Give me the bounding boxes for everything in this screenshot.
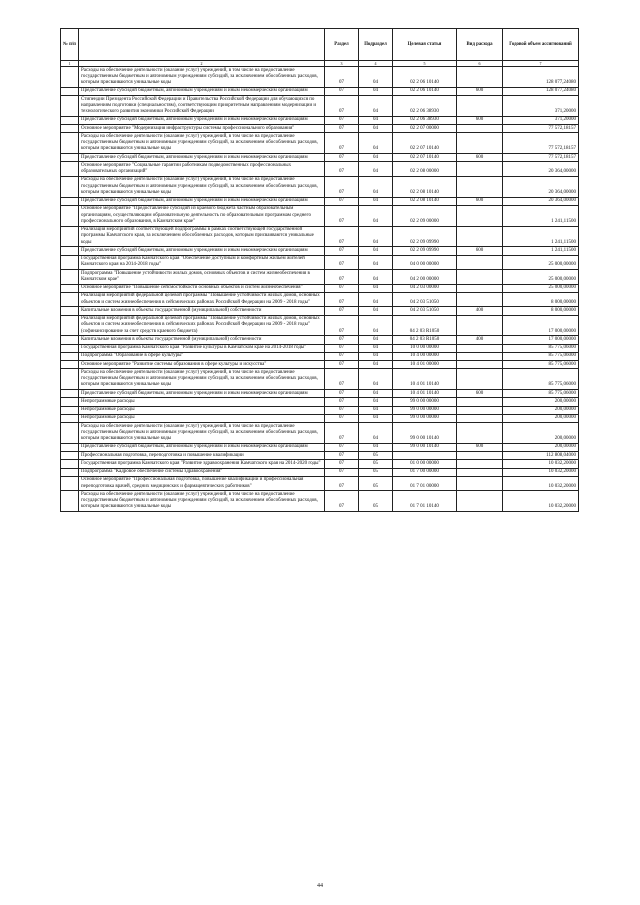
cell-podrazdel: 04: [359, 270, 393, 285]
cell-num: [61, 414, 79, 422]
cell-name: Подпрограмма "Кадровое обеспечение системы здравоохранения": [79, 468, 325, 476]
cell-razdel: 07: [325, 344, 359, 352]
cell-sum: 25 000,00000: [503, 284, 579, 292]
cell-name: Предоставление субсидий бюджетным, автономным учреждениям и иным некоммерческим организациям: [79, 116, 325, 124]
cell-csr: 02 2 09 09990: [393, 226, 457, 247]
cell-razdel: 07: [325, 270, 359, 285]
cell-name: Подпрограмма "Образование в сфере культуры": [79, 352, 325, 360]
cell-sum: 85 775,06000: [503, 361, 579, 369]
cell-vr: [457, 226, 503, 247]
cell-csr: 01 0 00 00000: [393, 460, 457, 468]
cell-vr: [457, 476, 503, 491]
cell-razdel: 07: [325, 452, 359, 460]
cell-csr: 99 0 00 00000: [393, 398, 457, 406]
table-row: [61, 361, 579, 369]
table-row: [61, 67, 579, 88]
cell-vr: [457, 205, 503, 226]
cell-num: [61, 369, 79, 390]
cell-razdel: 07: [325, 476, 359, 491]
table-row: [61, 205, 579, 226]
cell-num: [61, 352, 79, 360]
budget-table-sheet: [60, 28, 578, 512]
cell-podrazdel: 04: [359, 292, 393, 307]
cell-num: [61, 491, 79, 512]
cell-razdel: 07: [325, 491, 359, 512]
cell-sum: 17 000,00000: [503, 315, 579, 336]
cell-vr: [457, 369, 503, 390]
table-row: [61, 116, 579, 124]
cell-num: [61, 336, 79, 344]
cell-podrazdel: 04: [359, 176, 393, 197]
cell-razdel: 07: [325, 352, 359, 360]
cell-name: Государственная программа Камчатского края "Развитие здравоохранения Камчатского края на 2014-2020 годы": [79, 460, 325, 468]
column-index: 5: [393, 61, 457, 67]
header-razdel: Раздел: [325, 29, 359, 61]
cell-vr: [457, 315, 503, 336]
cell-sum: 371,20000: [503, 96, 579, 117]
cell-podrazdel: 05: [359, 460, 393, 468]
cell-name: Расходы на обеспечение деятельности (оказание услуг) учреждений, в том числе на предоставление государственным бюджетным и автономным учреждениям субсидий, за исключением обособленных расходов, которым присваиваются уникальные коды: [79, 176, 325, 197]
table-header-row: [61, 29, 579, 61]
cell-sum: 77 572,18157: [503, 154, 579, 162]
cell-vr: 400: [457, 336, 503, 344]
cell-vr: [457, 468, 503, 476]
cell-name: Предоставление субсидий бюджетным, автономным учреждениям и иным некоммерческим организациям: [79, 197, 325, 205]
cell-podrazdel: 04: [359, 369, 393, 390]
table-row: [61, 307, 579, 315]
cell-sum: 20 364,00000: [503, 176, 579, 197]
cell-sum: 1 241,11500: [503, 247, 579, 255]
cell-sum: 200,00000: [503, 414, 579, 422]
cell-csr: 02 2 07 10140: [393, 133, 457, 154]
cell-razdel: 07: [325, 255, 359, 270]
cell-num: [61, 406, 79, 414]
cell-podrazdel: 04: [359, 67, 393, 88]
cell-name: Непрограммные расходы: [79, 398, 325, 406]
header-csr: Целевая статья: [393, 29, 457, 61]
cell-csr: 02 2 09 00000: [393, 205, 457, 226]
cell-csr: 10 4 00 00000: [393, 352, 457, 360]
cell-name: Непрограммные расходы: [79, 406, 325, 414]
cell-razdel: 07: [325, 443, 359, 451]
cell-sum: 371,20000: [503, 116, 579, 124]
table-row: [61, 476, 579, 491]
cell-vr: 600: [457, 443, 503, 451]
cell-num: [61, 443, 79, 451]
cell-podrazdel: 04: [359, 205, 393, 226]
cell-vr: [457, 352, 503, 360]
cell-num: [61, 176, 79, 197]
cell-csr: 02 2 08 00000: [393, 162, 457, 177]
cell-razdel: 07: [325, 307, 359, 315]
page-number: 44: [317, 883, 323, 889]
cell-vr: [457, 125, 503, 133]
cell-podrazdel: 04: [359, 96, 393, 117]
cell-num: [61, 125, 79, 133]
cell-name: Подпрограмма "Повышение устойчивости жилых домов, основных объектов и систем жизнеобеспечения в Камчатском крае": [79, 270, 325, 285]
cell-csr: 02 2 06 38930: [393, 116, 457, 124]
cell-vr: 600: [457, 87, 503, 95]
cell-num: [61, 284, 79, 292]
cell-razdel: 07: [325, 414, 359, 422]
cell-name: Предоставление субсидий бюджетным, автономным учреждениям и иным некоммерческим организациям: [79, 390, 325, 398]
cell-csr: 02 2 06 38930: [393, 96, 457, 117]
column-index: 1: [61, 61, 79, 67]
cell-sum: 85 775,06000: [503, 369, 579, 390]
cell-vr: [457, 491, 503, 512]
cell-podrazdel: 04: [359, 398, 393, 406]
cell-podrazdel: 04: [359, 443, 393, 451]
cell-podrazdel: 04: [359, 284, 393, 292]
cell-num: [61, 255, 79, 270]
cell-vr: [457, 406, 503, 414]
cell-sum: 10 032,20000: [503, 460, 579, 468]
table-row: [61, 247, 579, 255]
cell-vr: [457, 292, 503, 307]
cell-vr: [457, 162, 503, 177]
cell-razdel: 07: [325, 369, 359, 390]
cell-podrazdel: 04: [359, 133, 393, 154]
cell-vr: 600: [457, 390, 503, 398]
cell-sum: 1 241,11500: [503, 205, 579, 226]
cell-num: [61, 315, 79, 336]
cell-podrazdel: 04: [359, 116, 393, 124]
cell-name: Предоставление субсидий бюджетным, автономным учреждениям и иным некоммерческим организациям: [79, 87, 325, 95]
cell-num: [61, 361, 79, 369]
cell-csr: 04 2 03 R1050: [393, 315, 457, 336]
cell-vr: [457, 423, 503, 444]
table-row: [61, 154, 579, 162]
cell-vr: [457, 460, 503, 468]
cell-name: Основное мероприятие "Развитие системы образования в сфере культуры и искусства": [79, 361, 325, 369]
cell-sum: 1 241,11500: [503, 226, 579, 247]
cell-csr: 04 2 03 R1050: [393, 336, 457, 344]
cell-razdel: 07: [325, 423, 359, 444]
column-index: 3: [325, 61, 359, 67]
cell-vr: [457, 398, 503, 406]
cell-razdel: 07: [325, 176, 359, 197]
table-row: [61, 270, 579, 285]
cell-name: Профессиональная подготовка, переподготовка и повышение квалификации: [79, 452, 325, 460]
cell-csr: 01 7 01 00000: [393, 476, 457, 491]
cell-csr: 10 0 00 00000: [393, 344, 457, 352]
cell-name: Основное мероприятие "Повышение сейсмостойкости основных объектов и систем жизнеобеспечения": [79, 284, 325, 292]
cell-name: Расходы на обеспечение деятельности (оказание услуг) учреждений, в том числе на предоставление государственным бюджетным и автономным учреждениям субсидий, за исключением обособленных расходов, которым присваиваются уникальные коды: [79, 491, 325, 512]
cell-vr: [457, 176, 503, 197]
column-index: 7: [503, 61, 579, 67]
table-row: [61, 292, 579, 307]
table-row: [61, 125, 579, 133]
cell-razdel: 07: [325, 162, 359, 177]
cell-podrazdel: 04: [359, 414, 393, 422]
cell-sum: 17 000,00000: [503, 336, 579, 344]
table-row: [61, 162, 579, 177]
cell-sum: 85 775,06000: [503, 390, 579, 398]
cell-sum: 25 000,00000: [503, 255, 579, 270]
cell-name: Капитальные вложения в объекты государственной (муниципальной) собственности: [79, 336, 325, 344]
cell-vr: [457, 344, 503, 352]
cell-num: [61, 197, 79, 205]
cell-sum: 8 000,00000: [503, 292, 579, 307]
cell-num: [61, 270, 79, 285]
cell-num: [61, 87, 79, 95]
table-row: [61, 336, 579, 344]
cell-podrazdel: 04: [359, 162, 393, 177]
cell-podrazdel: 04: [359, 87, 393, 95]
table-row: [61, 176, 579, 197]
table-row: [61, 315, 579, 336]
cell-podrazdel: 04: [359, 125, 393, 133]
table-row: [61, 460, 579, 468]
table-row: [61, 398, 579, 406]
table-row: [61, 406, 579, 414]
cell-sum: 10 032,20000: [503, 468, 579, 476]
cell-razdel: 07: [325, 292, 359, 307]
cell-razdel: 07: [325, 205, 359, 226]
cell-num: [61, 452, 79, 460]
cell-name: Государственная программа Камчатского края "Обеспечение доступным и комфортным жильем жителей Камчатского края на 2014-2018 годы": [79, 255, 325, 270]
table-row: [61, 452, 579, 460]
cell-csr: 99 0 00 10140: [393, 443, 457, 451]
cell-sum: 77 572,18157: [503, 125, 579, 133]
cell-num: [61, 423, 79, 444]
column-index: 4: [359, 61, 393, 67]
cell-razdel: 07: [325, 154, 359, 162]
cell-sum: 200,00000: [503, 406, 579, 414]
table-row: [61, 133, 579, 154]
table-row: [61, 468, 579, 476]
cell-razdel: 07: [325, 406, 359, 414]
cell-podrazdel: 04: [359, 307, 393, 315]
cell-name: Расходы на обеспечение деятельности (оказание услуг) учреждений, в том числе на предоставление государственным бюджетным и автономным учреждениям субсидий, за исключением обособленных расходов, которым присваиваются уникальные коды: [79, 423, 325, 444]
cell-podrazdel: 04: [359, 154, 393, 162]
header-name: [79, 29, 325, 61]
table-row: [61, 255, 579, 270]
cell-num: [61, 154, 79, 162]
header-num: № п/п: [61, 29, 79, 61]
cell-podrazdel: 04: [359, 352, 393, 360]
cell-csr: 99 0 00 00000: [393, 406, 457, 414]
cell-podrazdel: 04: [359, 390, 393, 398]
cell-name: Реализация мероприятий соответствующей подпрограммы в рамках соответствующей государственной программы Камчатского края, за исключением обособленных расходов, которым присваиваются уникальные коды: [79, 226, 325, 247]
cell-podrazdel: 04: [359, 361, 393, 369]
cell-razdel: 07: [325, 398, 359, 406]
cell-sum: 85 775,06000: [503, 352, 579, 360]
table-body: [61, 67, 579, 512]
cell-razdel: 07: [325, 87, 359, 95]
cell-csr: 02 2 06 10140: [393, 67, 457, 88]
cell-name: Государственная программа Камчатского края "Развитие культуры в Камчатском крае на 2014-2018 годы": [79, 344, 325, 352]
cell-name: Предоставление субсидий бюджетным, автономным учреждениям и иным некоммерческим организациям: [79, 154, 325, 162]
cell-num: [61, 398, 79, 406]
cell-num: [61, 460, 79, 468]
cell-vr: [457, 67, 503, 88]
cell-sum: 20 364,00000: [503, 197, 579, 205]
cell-razdel: 07: [325, 390, 359, 398]
cell-vr: 600: [457, 154, 503, 162]
cell-csr: 04 2 00 00000: [393, 270, 457, 285]
cell-csr: 10 4 01 00000: [393, 361, 457, 369]
cell-podrazdel: 04: [359, 197, 393, 205]
cell-num: [61, 96, 79, 117]
cell-sum: 77 572,18157: [503, 133, 579, 154]
table-row: [61, 87, 579, 95]
cell-name: Расходы на обеспечение деятельности (оказание услуг) учреждений, в том числе на предоставление государственным бюджетным и автономным учреждениям субсидий, за исключением обособленных расходов, которым присваиваются уникальные коды: [79, 133, 325, 154]
cell-vr: 400: [457, 307, 503, 315]
cell-name: Капитальные вложения в объекты государственной (муниципальной) собственности: [79, 307, 325, 315]
table-row: [61, 414, 579, 422]
table-row: [61, 352, 579, 360]
cell-name: Непрограммные расходы: [79, 414, 325, 422]
table-row: [61, 390, 579, 398]
cell-num: [61, 390, 79, 398]
cell-vr: [457, 284, 503, 292]
cell-name: Основное мероприятие "Модернизация инфраструктуры системы профессионального образования": [79, 125, 325, 133]
cell-num: [61, 247, 79, 255]
cell-razdel: 07: [325, 197, 359, 205]
cell-vr: 600: [457, 197, 503, 205]
cell-csr: 02 2 07 00000: [393, 125, 457, 133]
cell-sum: 10 032,20000: [503, 476, 579, 491]
header-podrazdel: Подраздел: [359, 29, 393, 61]
cell-podrazdel: 04: [359, 344, 393, 352]
cell-podrazdel: 04: [359, 226, 393, 247]
cell-razdel: 07: [325, 247, 359, 255]
cell-sum: 200,00000: [503, 398, 579, 406]
cell-name: Основное мероприятие "Социальные гарантии работникам подведомственных профессиональных образовательных организаций": [79, 162, 325, 177]
table-row: [61, 344, 579, 352]
cell-razdel: 07: [325, 361, 359, 369]
cell-name: Предоставление субсидий бюджетным, автономным учреждениям и иным некоммерческим организациям: [79, 247, 325, 255]
cell-razdel: 07: [325, 116, 359, 124]
header-vr: Вид расхода: [457, 29, 503, 61]
cell-num: [61, 205, 79, 226]
cell-csr: 01 7 01 10140: [393, 491, 457, 512]
cell-vr: 600: [457, 116, 503, 124]
table-row: [61, 197, 579, 205]
cell-csr: 02 2 07 10140: [393, 154, 457, 162]
cell-razdel: 07: [325, 315, 359, 336]
cell-num: [61, 476, 79, 491]
cell-razdel: 07: [325, 67, 359, 88]
cell-csr: 02 2 08 10140: [393, 197, 457, 205]
cell-csr: 04 2 03 51050: [393, 292, 457, 307]
cell-razdel: 07: [325, 284, 359, 292]
cell-sum: 200,00000: [503, 443, 579, 451]
cell-csr: 04 2 03 00000: [393, 284, 457, 292]
cell-csr: 02 2 06 10140: [393, 87, 457, 95]
cell-name: Стипендии Президента Российской Федерации и Правительства Российской Федерации для обучающихся по направлениям подготовки (специальностям), соответствующим приоритетным направлениям модернизации и технологического развития экономики Российской Федерации: [79, 96, 325, 117]
cell-name: Предоставление субсидий бюджетным, автономным учреждениям и иным некоммерческим организациям: [79, 443, 325, 451]
cell-razdel: 07: [325, 133, 359, 154]
column-index: 6: [457, 61, 503, 67]
cell-podrazdel: 05: [359, 476, 393, 491]
cell-csr: 99 0 00 10140: [393, 423, 457, 444]
cell-podrazdel: 04: [359, 315, 393, 336]
cell-num: [61, 226, 79, 247]
cell-vr: [457, 452, 503, 460]
cell-csr: 02 2 08 10140: [393, 176, 457, 197]
cell-name: Реализация мероприятий федеральной целевой программы "Повышение устойчивости жилых домов, основных объектов и систем жизнеобеспечения в сейсмических районах Российской Федерации на 2009 - 2018 годы" (софинансирование за счет средств краевого бюджета): [79, 315, 325, 336]
cell-sum: 20 364,00000: [503, 162, 579, 177]
table-row: [61, 443, 579, 451]
cell-sum: 8 000,00000: [503, 307, 579, 315]
cell-num: [61, 307, 79, 315]
table-row: [61, 423, 579, 444]
cell-csr: 10 4 01 10140: [393, 369, 457, 390]
cell-razdel: 07: [325, 226, 359, 247]
cell-vr: [457, 414, 503, 422]
cell-csr: 04 0 00 00000: [393, 255, 457, 270]
cell-name: Расходы на обеспечение деятельности (оказание услуг) учреждений, в том числе на предоставление государственным бюджетным и автономным учреждениям субсидий, за исключением обособленных расходов, которым присваиваются уникальные коды: [79, 67, 325, 88]
cell-sum: 10 032,20000: [503, 491, 579, 512]
cell-csr: 10 4 01 10140: [393, 390, 457, 398]
cell-vr: 600: [457, 247, 503, 255]
cell-sum: 85 775,06000: [503, 344, 579, 352]
cell-name: Основное мероприятие "Профессиональная подготовка, повышение квалификации и профессиональная переподготовка врачей, средних медицинских и фармацевтических работников": [79, 476, 325, 491]
cell-csr: 02 2 09 09990: [393, 247, 457, 255]
cell-name: Реализация мероприятий федеральной целевой программы "Повышение устойчивости жилых домов, основных объектов и систем жизнеобеспечения в сейсмических районах Российской Федерации на 2009 - 2018 годы": [79, 292, 325, 307]
cell-num: [61, 133, 79, 154]
cell-razdel: 07: [325, 336, 359, 344]
cell-razdel: 07: [325, 96, 359, 117]
cell-podrazdel: 04: [359, 423, 393, 444]
cell-razdel: 07: [325, 125, 359, 133]
cell-vr: [457, 361, 503, 369]
cell-vr: [457, 270, 503, 285]
cell-sum: 128 077,24080: [503, 87, 579, 95]
cell-vr: [457, 133, 503, 154]
cell-csr: 04 2 03 51050: [393, 307, 457, 315]
cell-num: [61, 116, 79, 124]
cell-sum: 128 077,24080: [503, 67, 579, 88]
cell-sum: 25 000,00000: [503, 270, 579, 285]
cell-razdel: 07: [325, 460, 359, 468]
cell-razdel: 07: [325, 468, 359, 476]
cell-podrazdel: 04: [359, 255, 393, 270]
cell-podrazdel: 04: [359, 406, 393, 414]
cell-sum: 200,00000: [503, 423, 579, 444]
cell-num: [61, 468, 79, 476]
cell-vr: [457, 255, 503, 270]
budget-table: [60, 28, 579, 512]
table-row: [61, 96, 579, 117]
cell-podrazdel: 05: [359, 468, 393, 476]
table-row: [61, 284, 579, 292]
cell-vr: [457, 96, 503, 117]
header-sum: Годовой объем ассигнований: [503, 29, 579, 61]
cell-podrazdel: 05: [359, 491, 393, 512]
cell-name: Основное мероприятие "Предоставление субсидий из краевого бюджета частным образовательным организациям, осуществляющим образовательную деятельность по образовательным программам среднего профессионального образования, в Камчатском крае": [79, 205, 325, 226]
cell-num: [61, 292, 79, 307]
table-row: [61, 491, 579, 512]
cell-num: [61, 162, 79, 177]
cell-podrazdel: 04: [359, 247, 393, 255]
cell-num: [61, 67, 79, 88]
cell-sum: 112 808,04000: [503, 452, 579, 460]
cell-csr: [393, 452, 457, 460]
column-index: 2: [79, 61, 325, 67]
cell-csr: 99 0 00 00000: [393, 414, 457, 422]
cell-podrazdel: 04: [359, 336, 393, 344]
cell-name: Расходы на обеспечение деятельности (оказание услуг) учреждений, в том числе на предоставление государственным бюджетным и автономным учреждениям субсидий, за исключением обособленных расходов, которым присваиваются уникальные коды: [79, 369, 325, 390]
cell-podrazdel: 05: [359, 452, 393, 460]
table-row: [61, 369, 579, 390]
table-row: [61, 226, 579, 247]
cell-num: [61, 344, 79, 352]
cell-csr: 01 7 00 00000: [393, 468, 457, 476]
